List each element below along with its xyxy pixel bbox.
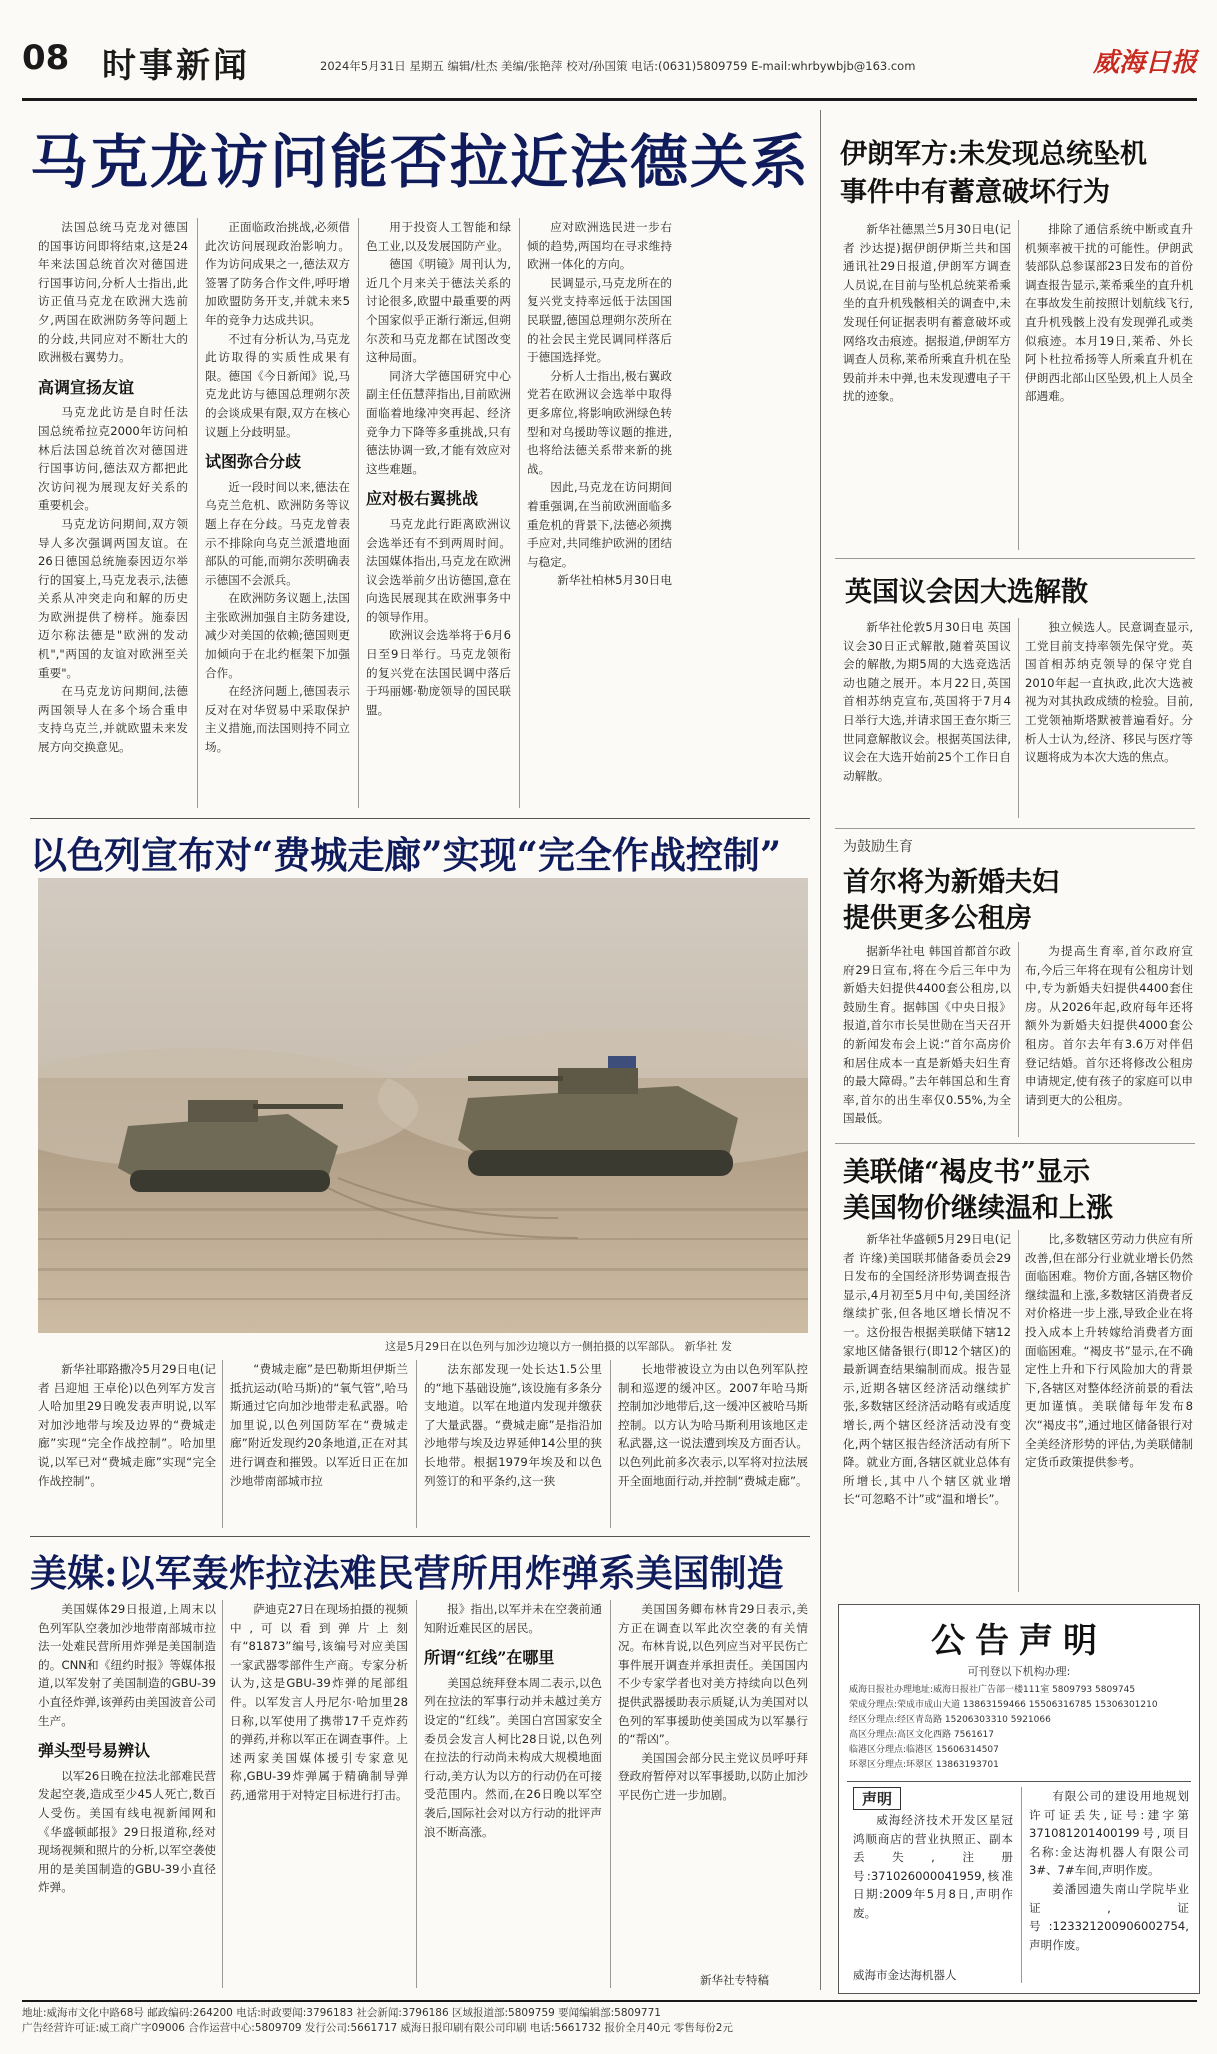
article-usmedia-para: 报》指出,以军并未在空袭前通知附近难民区的居民。 <box>424 1602 602 1635</box>
article-iran-para: 新华社德黑兰5月30日电(记者 沙达提)据伊朗伊斯兰共和国通讯社29日报道,伊朗军方调查人员说,在目前与坠机总统莱希乘坐的直升机残骸相关的调查中,未发现任何证据表明有蓄意破坏或网络攻击痕迹。据报道,伊朗军方调查人员称,莱希所乘直升机在坠毁前并未中弹,也未发现遭电子干扰的迹象。 <box>843 222 1011 404</box>
article-macron-sign: 新华社柏林5月30日电 <box>557 573 672 588</box>
article-israel-para: 法东部发现一处长达1.5公里的“地下基础设施”,该设施有多条分支地道。以军在地道内发现并缴获了大量武器。“费城走廊”是指沿加沙地带与埃及边界延伸14公里的狭长地带。根据1979年埃及和以色列签订的和平条约,这一狭 <box>424 1362 602 1488</box>
notice-para: 有限公司的建设用地规划许可证丢失,证号:建字第371081201400199号,项目名称:金达海机器人有限公司3#、7#车间,声明作废。 <box>1029 1789 1189 1878</box>
article-macron-sub2: 试图弥合分歧 <box>205 452 302 472</box>
notice-agent-row: 威海日报社办理地址:威海日报社广告部一楼111室 5809793 5809745 <box>849 1685 1136 1695</box>
article-seoul-col2 <box>1025 942 1193 1137</box>
column-divider <box>610 1600 611 1988</box>
main-column-divider <box>820 110 821 1990</box>
article-usmedia-sign: 新华社专特稿 <box>700 1973 769 1987</box>
section-divider <box>835 558 1195 559</box>
column-divider <box>1018 618 1019 818</box>
article-uk-title: 英国议会因大选解散 <box>845 577 1088 608</box>
article-usmedia-para: 美国国务卿布林肯29日表示,美方正在调查以军此次空袭的有关情况。布林肯说,以色列应当对平民伤亡事件展开调查并承担责任。美国国内不少专家学者也对美方持续向以色列提供武器援助表示质疑,认为美国对以色列的军事援助使美国成为以军暴行的“帮凶”。 <box>618 1602 808 1747</box>
notice-title: 公告声明 <box>931 1621 1107 1661</box>
article-fed-col1 <box>843 1230 1011 1592</box>
article-macron-para: 马克龙此行距离欧洲议会选举还有不到两周时间。法国媒体指出,马克龙在欧洲议会选举前夕出访德国,意在向选民展现其在欧洲事务中的领导作用。 <box>366 516 511 624</box>
notice-left-sign: 威海市金达海机器人 <box>853 1968 957 1982</box>
notice-para: 威海经济技术开发区星冠鸿顺商店的营业执照正、副本丢失,注册号:371026000041959,核准日期:2009年5月8日,声明作废。 <box>853 1813 1013 1920</box>
article-macron-para: 应对欧洲选民进一步右倾的趋势,两国均在寻求维持欧洲一体化的方向。 <box>527 220 672 272</box>
footer-line-1: 地址:威海市文化中路68号 邮政编码:264200 电话:时政要闻:3796183 社会新闻:3796186 区域报道部:5809759 要闻编辑部:5809771 <box>22 2007 661 2019</box>
column-divider <box>1018 942 1019 1137</box>
notice-right-text <box>1029 1787 1189 1983</box>
article-macron-para: 在马克龙访问期间,法德两国领导人在多个场合重申支持乌克兰,并就欧盟未来发展方向交换意见。 <box>38 684 188 755</box>
column-divider <box>358 218 359 808</box>
article-seoul-title-line2: 提供更多公租房 <box>843 903 1032 934</box>
footer-line-2: 广告经营许可证:威工商广字09006 合作运营中心:5809709 发行公司:5661717 威海日报印刷有限公司印刷 电话:5661732 报价全月40元 零售每份2元 <box>22 2022 733 2034</box>
article-macron-col4 <box>527 218 672 808</box>
article-macron-sub3: 应对极右翼挑战 <box>366 489 479 509</box>
column-divider <box>610 1360 611 1528</box>
article-macron-col2 <box>205 218 350 808</box>
column-divider <box>197 218 198 808</box>
column-divider <box>1018 220 1019 550</box>
article-usmedia-sub3: 所谓“红线”在哪里 <box>424 1648 555 1668</box>
article-macron-para: 近一段时间以来,德法在乌克兰危机、欧洲防务等议题上存在分歧。马克龙曾表示不排除向乌克兰派遣地面部队的可能,而朔尔茨明确表示德国不会派兵。 <box>205 479 350 587</box>
article-iran-title-line2: 事件中有蓄意破坏行为 <box>840 177 1110 208</box>
notice-left-text <box>853 1811 1013 1961</box>
article-fed-para: 比,多数辖区劳动力供应有所改善,但在部分行业就业增长仍然面临困难。物价方面,各辖区物价继续温和上涨,多数辖区消费者反对价格进一步上涨,导致企业在将投入成本上升转嫁给消费者方面面临困难。“褐皮书”显示,在不确定性上升和下行风险加大的背景下,各辖区对整体经济前景的看法更加谨慎。美联储每年发布8次“褐皮书”,通过地区储备银行对全美经济形势的评估,为美联储制定货币政策提供参考。 <box>1025 1232 1193 1470</box>
article-macron-col1 <box>38 218 188 808</box>
article-usmedia-para: 美国媒体29日报道,上周末以色列军队空袭加沙地带南部城市拉法一处难民营所用炸弹是美国制造的。CNN和《纽约时报》等媒体报道,以军发射了美国制造的GBU-39小直径炸弹,该弹药由美国波音公司生产。 <box>38 1602 216 1728</box>
article-macron-title: 马克龙访问能否拉近法德关系 <box>30 128 811 196</box>
article-iran-col1 <box>843 220 1011 550</box>
notice-agent-row: 临港区分理点:临港区 15606314507 <box>849 1745 999 1755</box>
article-macron-para: 在经济问题上,德国表示反对在对华贸易中采取保护主义措施,而法国则持不同立场。 <box>205 684 350 755</box>
article-usmedia-col1 <box>38 1600 216 1988</box>
article-seoul-col1 <box>843 942 1011 1137</box>
article-macron-para: 民调显示,马克龙所在的复兴党支持率远低于法国国民联盟,德国总理朔尔茨所在的社会民主党民调同样落后于德国选择党。 <box>527 275 672 365</box>
page-number: 08 <box>22 38 70 78</box>
article-macron-para: 用于投资人工智能和绿色工业,以及发展国防产业。 <box>366 220 511 253</box>
article-fed-col2 <box>1025 1230 1193 1592</box>
section-divider <box>835 1143 1195 1144</box>
tanks-illustration <box>38 878 808 1333</box>
article-fed-para: 新华社华盛顿5月29日电(记者 许缘)美国联邦储备委员会29日发布的全国经济形势调查报告显示,4月初至5月中旬,美国经济继续扩张,但各地区增长情况不一。这份报告根据美联储下辖12家地区储备银行(即12个辖区)的最新调查结果编制而成。报告显示,近期各辖区经济活动继续扩张,多数辖区经济活动略有或适度增长,两个辖区经济活动没有变化,两个辖区报告经济活动有所下降。就业方面,各辖区就业总体有所增长,其中八个辖区就业增长“可忽略不计”或“温和增长”。 <box>843 1232 1011 1507</box>
article-usmedia-sub1: 弹头型号易辨认 <box>38 1741 151 1761</box>
page-header <box>22 38 1197 101</box>
article-israel-para: 长地带被设立为由以色列军队控制和巡逻的缓冲区。2007年哈马斯控制加沙地带后,这一缓冲区被哈马斯控制。以方认为哈马斯利用该地区走私武器,这一说法遭到埃及方面否认。以色列此前多次表示,以军将对拉法展开全面地面行动,并控制“费城走廊”。 <box>618 1362 808 1488</box>
article-macron-para: 马克龙访问期间,双方领导人多次强调两国友谊。在26日德国总统施泰因迈尔举行的国宴上,马克龙表示,法德关系从冲突走向和解的历史为欧洲提供了榜样。施泰因迈尔称法德是"欧洲的发动机","两国的友谊对欧洲至关重要"。 <box>38 516 188 680</box>
article-macron-para: 欧洲议会选举将于6月6日至9日举行。马克龙领衔的复兴党在法国民调中落后于玛丽娜·勒庞领导的国民联盟。 <box>366 628 511 717</box>
article-israel-col1 <box>38 1360 216 1528</box>
article-macron-para: 同济大学德国研究中心副主任伍慧萍指出,目前欧洲面临着地缘冲突再起、经济竞争力下降等多重挑战,只有德法协调一致,才能有效应对这些难题。 <box>366 368 511 476</box>
article-usmedia-para: 美国总统拜登本周二表示,以色列在拉法的军事行动并未越过美方设定的“红线”。美国白宫国家安全委员会发言人柯比28日说,以色列在拉法的行动尚未构成大规模地面行动,美方认为以方的行动仍在可接受范围内。然而,在26日晚以军空袭后,国际社会对以方行动的批评声浪不断高涨。 <box>424 1675 602 1839</box>
article-usmedia-para: 以军26日晚在拉法北部难民营发起空袭,造成至少45人死亡,数百人受伤。美国有线电视新闻网和《华盛顿邮报》29日报道称,经对现场视频和照片的分析,以军空袭使用的是美国制造的GBU-39小直径炸弹。 <box>38 1768 216 1895</box>
article-iran-para: 排除了通信系统中断或直升机频率被干扰的可能性。伊朗武装部队总参谋部23日发布的首份调查报告显示,莱希乘坐的直升机在事故发生前按照计划航线飞行,直升机残骸上没有发现弹孔或类似痕迹。本月19日,莱希、外长阿卜杜拉希扬等人所乘直升机在伊朗西北部山区坠毁,机上人员全部遇难。 <box>1025 222 1193 404</box>
column-divider <box>1021 1787 1022 1983</box>
article-uk-col2 <box>1025 618 1193 818</box>
section-name: 时事新闻 <box>102 46 250 86</box>
article-macron-sub1: 高调宣扬友谊 <box>38 377 135 397</box>
israel-tanks-photo <box>38 878 808 1333</box>
article-uk-col1 <box>843 618 1011 818</box>
article-usmedia-col3 <box>424 1600 602 1988</box>
notice-agent-row: 高区分理点:高区文化西路 7561617 <box>849 1730 994 1740</box>
column-divider <box>519 218 520 808</box>
article-israel-title: 以色列宣布对“费城走廊”实现“完全作战控制” <box>30 833 782 877</box>
article-usmedia-col2 <box>230 1600 408 1988</box>
article-usmedia-para: 萨迪克27日在现场拍摄的视频中,可以看到弹片上刻有“81873”编号,该编号对应美国一家武器零部件生产商。专家分析认为,这是GBU-39炸弹的尾部组件。以军发言人丹尼尔·哈加里28日称,以军使用了携带17千克炸药的弹药,并称以军正在调查事件。上述两家美国媒体援引专家意见称,GBU-39炸弹属于精确制导弹药,通常用于对特定目标进行打击。 <box>230 1602 408 1802</box>
section-divider <box>30 818 810 819</box>
notice-agent-row: 荣成分理点:荣成市成山大道 13863159466 15506316785 15306301210 <box>849 1700 1158 1710</box>
notice-para: 姜潘园遗失南山学院毕业证,证号:123321200906002754,声明作废。 <box>1029 1881 1189 1952</box>
article-uk-para: 新华社伦敦5月30日电 英国议会30日正式解散,随着英国议会的解散,为期5周的大选竞选活动也随之展开。本月22日,英国首相苏纳克宣布,英国将于7月4日举行大选,并请求国王查尔斯三世同意解散议会。根据英国法律,议会在大选开始前25个工作日自动解散。 <box>843 620 1011 783</box>
article-iran-title-line1: 伊朗军方:未发现总统坠机 <box>840 139 1147 170</box>
article-macron-col3 <box>366 218 511 808</box>
article-macron-para: 德国《明镜》周刊认为,近几个月来关于德法关系的讨论很多,欧盟中最重要的两个国家似乎正渐行渐远,但朔尔茨和马克龙都在试图改变这种局面。 <box>366 257 511 365</box>
article-fed-title-line2: 美国物价继续温和上涨 <box>843 1193 1113 1224</box>
notice-sub-header: 声明 <box>853 1787 901 1810</box>
article-macron-para: 在欧洲防务议题上,法国主张欧洲加强自主防务建设,减少对美国的依赖;德国则更加倾向于在北约框架下加强合作。 <box>205 591 350 680</box>
article-israel-para: 新华社耶路撒冷5月29日电(记者 吕迎旭 王卓伦)以色列军方发言人哈加里29日晚发表声明说,以军对加沙地带与埃及边界的“费城走廊”实现“完全作战控制”。哈加里说,以军已对“费城走廊”实现“完全作战控制”。 <box>38 1362 216 1488</box>
article-uk-para: 独立候选人。民意调查显示,工党目前支持率领先保守党。英国首相苏纳克领导的保守党自2010年起一直执政,此次大选被视为对其执政成绩的检验。目前,工党领袖斯塔默被普遍看好。分析人士认为,经济、移民与医疗等议题将成为本次大选的焦点。 <box>1025 620 1193 765</box>
notice-agent-row: 经区分理点:经区青岛路 15206303310 5921066 <box>849 1715 1051 1725</box>
notice-agent-row: 环翠区分理点:环翠区 13863193701 <box>849 1760 999 1770</box>
israel-photo-caption: 这是5月29日在以色列与加沙边境以方一侧拍摄的以军部队。 新华社 发 <box>385 1340 732 1353</box>
article-seoul-para: 据新华社电 韩国首都首尔政府29日宣布,将在今后三年中为新婚夫妇提供4400套公租房,以鼓励生育。据韩国《中央日报》报道,首尔市长吴世勋在当天召开的新闻发布会上说:“首尔高房价和居住成本一直是新婚夫妇生育的最大障碍。”去年韩国总和生育率,首尔的出生率仅0.55%,为全国最低。 <box>843 944 1011 1126</box>
section-divider <box>835 828 1195 829</box>
article-iran-col2 <box>1025 220 1193 550</box>
article-seoul-title-line1: 首尔将为新婚夫妇 <box>843 867 1059 898</box>
column-divider <box>416 1360 417 1528</box>
page-footer <box>22 2000 1197 2036</box>
article-usmedia-title: 美媒:以军轰炸拉法难民营所用炸弹系美国制造 <box>30 1551 784 1595</box>
article-fed-title-line1: 美联储“褐皮书”显示 <box>843 1157 1091 1188</box>
article-israel-col2 <box>230 1360 408 1528</box>
header-meta: 2024年5月31日 星期五 编辑/杜杰 美编/张艳萍 校对/孙国策 电话:(0631)5809759 E-mail:whrbywbjb@163.com <box>320 59 916 73</box>
article-seoul-kicker: 为鼓励生育 <box>843 839 913 855</box>
article-israel-col3 <box>424 1360 602 1528</box>
article-macron-para: 正面临政治挑战,必须借此次访问展现政治影响力。作为访问成果之一,德法双方签署了防务合作文件,呼吁增加欧盟防务开支,并就未来5年的竞争力达成共识。 <box>205 220 350 327</box>
notice-subtitle: 可刊登以下机构办理: <box>967 1665 1071 1678</box>
column-divider <box>222 1600 223 1988</box>
article-israel-col4 <box>618 1360 808 1528</box>
section-divider <box>30 1536 810 1537</box>
column-divider <box>222 1360 223 1528</box>
article-israel-para: “费城走廊”是巴勒斯坦伊斯兰抵抗运动(哈马斯)的“氧气管”,哈马斯通过它向加沙地带走私武器。哈加里说,以色列国防军在“费城走廊”附近发现约20条地道,正在对其进行调查和摧毁。以军近日正在加沙地带南部城市拉 <box>230 1362 408 1488</box>
column-divider <box>416 1600 417 1988</box>
article-macron-para: 不过有分析认为,马克龙此访取得的实质性成果有限。德国《今日新闻》说,马克龙此访与德国总理朔尔茨的会谈成果有限,双方在核心议题上分歧明显。 <box>205 331 350 439</box>
article-macron-para: 分析人士指出,极右翼政党若在欧洲议会选举中取得更多席位,将影响欧洲绿色转型和对乌援助等议题的推进,也将给法德关系带来新的挑战。 <box>527 368 672 476</box>
article-usmedia-para: 美国国会部分民主党议员呼吁拜登政府暂停对以军事援助,以防止加沙平民伤亡进一步加剧。 <box>618 1750 808 1802</box>
newspaper-logo: 威海日报 <box>1092 48 1197 78</box>
article-macron-para: 马克龙此访是自时任法国总统希拉克2000年访问柏林后法国总统首次对德国进行国事访问,德法双方都把此次访问视为展现友好关系的重要机会。 <box>38 405 188 513</box>
article-macron-lead: 法国总统马克龙对德国的国事访问即将结束,这是24年来法国总统首次对德国进行国事访问,分析人士指出,此访正值马克龙在欧洲大选前夕,两国在欧洲防务等问题上的分歧,共同应对不断壮大的欧洲极右翼势力。 <box>38 220 188 365</box>
article-usmedia-col4 <box>618 1600 808 1970</box>
article-seoul-para: 为提高生育率,首尔政府宣布,今后三年将在现有公租房计划中,专为新婚夫妇提供4400套住房。从2026年起,政府每年还将额外为新婚夫妇提供4000套公租房。首尔去年有3.6万对伴侣登记结婚。首尔还将修改公租房申请规定,使有孩子的家庭可以申请到更大的公租房。 <box>1025 944 1193 1107</box>
notice-box <box>838 1604 1200 1994</box>
article-macron-para: 因此,马克龙在访问期间着重强调,在当前欧洲面临多重危机的背景下,法德必须携手应对,共同维护欧洲的团结与稳定。 <box>527 480 672 569</box>
notice-divider <box>847 1781 1191 1782</box>
notice-agents-table <box>849 1683 1189 1773</box>
column-divider <box>1018 1230 1019 1592</box>
